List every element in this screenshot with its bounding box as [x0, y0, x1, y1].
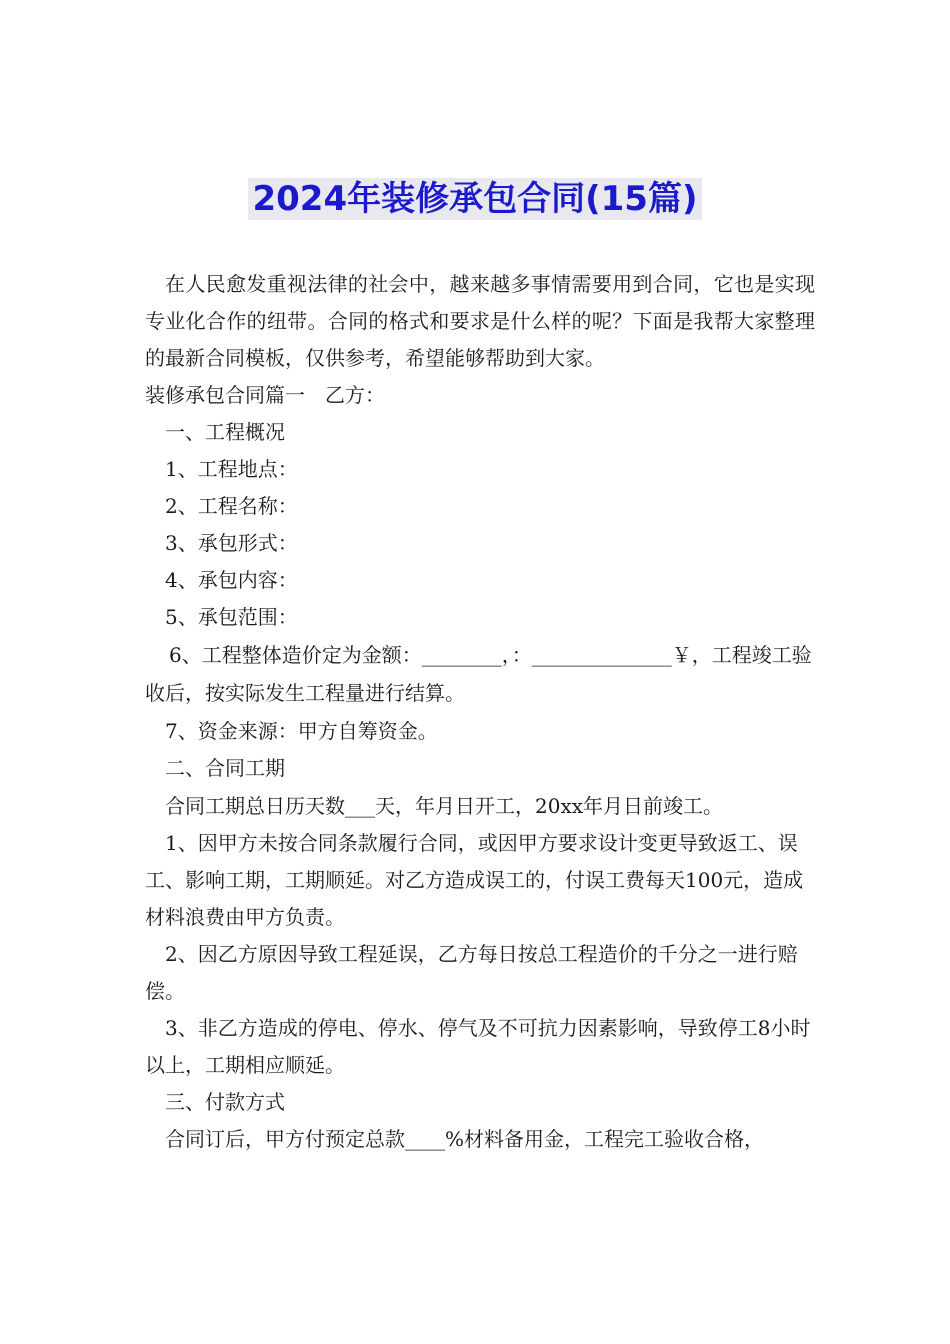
period-item-1: 1、因甲方未按合同条款履行合同，或因甲方要求设计变更导致返工、误工、影响工期，工期顺延。对乙方造成误工的，付误工费每天100元，造成材料浪费由甲方负责。 — [145, 831, 804, 929]
document-title: 2024年装修承包合同(15篇) — [248, 178, 701, 220]
item-funding: 7、资金来源：甲方自筹资金。 — [165, 719, 438, 743]
heading-payment: 三、付款方式 — [165, 1090, 285, 1114]
contract-period-text: 合同工期总日历天数___天，年月日开工，20xx年月日前竣工。 — [165, 794, 724, 818]
period-item-3: 3、非乙方造成的停电、停水、停气及不可抗力因素影响，导致停工8小时以上，工期相应顺延。 — [145, 1016, 811, 1077]
title-container — [0, 178, 950, 220]
item-name: 2、工程名称： — [165, 494, 298, 518]
heading-contract-period: 二、合同工期 — [165, 756, 285, 780]
document-body — [145, 266, 815, 1158]
item-contract-scope: 5、承包范围： — [165, 605, 298, 629]
section-heading: 装修承包合同篇一 乙方： — [145, 383, 385, 407]
intro-paragraph: 在人民愈发重视法律的社会中，越来越多事情需要用到合同，它也是实现专业化合作的纽带。合同的格式和要求是什么样的呢？下面是我帮大家整理的最新合同模板，仅供参考，希望能够帮助到大家。 — [145, 272, 815, 370]
item-location: 1、工程地点： — [165, 457, 298, 481]
item-price: 6、工程整体造价定为金额：________，：______________￥，工程竣工验收后，按实际发生工程量进行结算。 — [145, 643, 812, 705]
item-contract-form: 3、承包形式： — [165, 531, 298, 555]
item-contract-content: 4、承包内容： — [165, 568, 298, 592]
period-item-2: 2、因乙方原因导致工程延误，乙方每日按总工程造价的千分之一进行赔偿。 — [145, 942, 798, 1003]
heading-project-overview: 一、工程概况 — [165, 420, 285, 444]
payment-text: 合同订后，甲方付预定总款____%材料备用金，工程完工验收合格， — [165, 1127, 765, 1151]
